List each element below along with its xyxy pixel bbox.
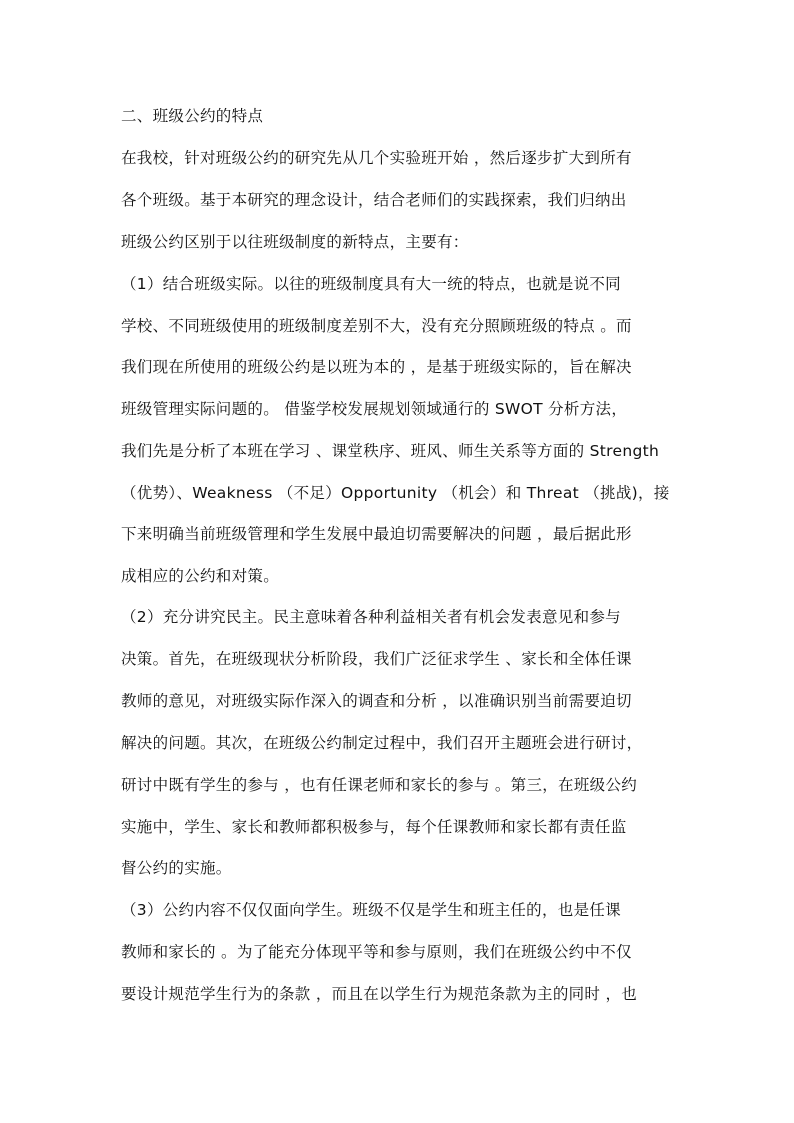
section-heading: 二、班级公约的特点: [121, 107, 264, 125]
paragraph-line: 下来明确当前班级管理和学生发展中最迫切需要解决的问题 ，最后据此形: [121, 525, 632, 543]
paragraph-line: 研讨中既有学生的参与 ，也有任课老师和家长的参与 。第三，在班级公约: [121, 776, 638, 794]
paragraph-line: 我们先是分析了本班在学习 、课堂秩序、班风、师生关系等方面的 Strength: [121, 442, 660, 460]
paragraph-line: 在我校，针对班级公约的研究先从几个实验班开始 ，然后逐步扩大到所有: [121, 149, 632, 167]
paragraph-line: 我们现在所使用的班级公约是以班为本的 ，是基于班级实际的，旨在解决: [121, 358, 632, 376]
paragraph-line: 班级公约区别于以往班级制度的新特点，主要有：: [121, 233, 469, 251]
paragraph-line: 解决的问题。其次，在班级公约制定过程中，我们召开主题班会进行研讨，: [121, 734, 643, 752]
paragraph-line: 教师和家长的 。为了能充分体现平等和参与原则，我们在班级公约中不仅: [121, 943, 632, 961]
paragraph-line: 要设计规范学生行为的条款 ，而且在以学生行为规范条款为主的同时 ，也: [121, 985, 638, 1003]
paragraph-line: 成相应的公约和对策。: [121, 567, 280, 585]
paragraph-line: 教师的意见，对班级实际作深入的调查和分析 ，以准确识别当前需要迫切: [121, 692, 632, 710]
paragraph-line: 决策。首先，在班级现状分析阶段，我们广泛征求学生 、家长和全体任课: [121, 650, 632, 668]
paragraph-line: （1）结合班级实际。以往的班级制度具有大一统的特点，也就是说不同: [121, 275, 621, 293]
paragraph-line: 督公约的实施。: [121, 859, 232, 877]
paragraph-line: 各个班级。基于本研究的理念设计，结合老师们的实践探索，我们归纳出: [121, 191, 627, 209]
paragraph-line: （3）公约内容不仅仅面向学生。班级不仅是学生和班主任的，也是任课: [121, 901, 621, 919]
paragraph-line: （2）充分讲究民主。民主意味着各种利益相关者有机会发表意见和参与: [121, 608, 621, 626]
paragraph-line: （优势）、Weakness （不足）Opportunity （机会）和 Threat （挑战)，接: [121, 484, 670, 502]
paragraph-line: 班级管理实际问题的。 借鉴学校发展规划领域通行的 SWOT 分析方法，: [121, 400, 628, 418]
paragraph-line: 实施中，学生、家长和教师都积极参与，每个任课教师和家长都有责任监: [121, 818, 627, 836]
paragraph-line: 学校、不同班级使用的班级制度差别不大，没有充分照顾班级的特点 。而: [121, 317, 632, 335]
